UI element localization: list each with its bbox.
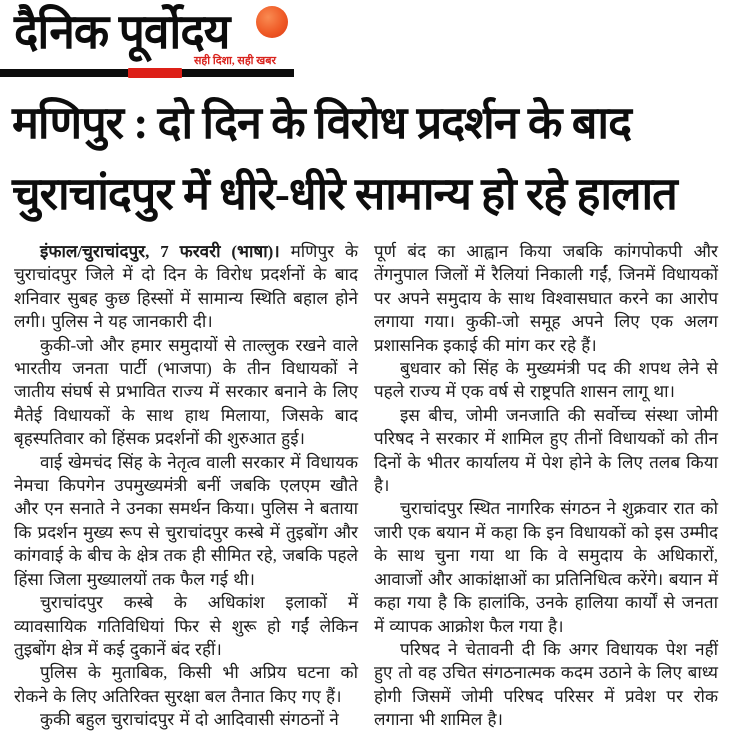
article-paragraph: कुकी बहुल चुराचांदपुर में दो आदिवासी संगठनों ने	[40, 710, 339, 730]
article-headline	[0, 80, 732, 230]
article-paragraph: बुधवार को सिंह के मुख्यमंत्री पद की शपथ लेने से पहले राज्य में एक वर्ष से राष्ट्रपति शासन लागू था।	[374, 359, 718, 402]
article-paragraph: पूर्ण बंद का आह्वान किया जबकि कांगपोकपी और तेंगनुपाल जिलों में रैलियां निकाली गईं, जिनमें विधायकों पर अपने समुदाय के साथ विश्वासघात करने का आरोप लगाया गया। कुकी-जो समूह अपने लिए एक अलग प्रशासनिक इकाई की मांग कर रहे हैं।	[374, 242, 718, 355]
masthead	[0, 0, 732, 80]
newspaper-logo: दैनिक पूर्वोदय	[14, 5, 230, 59]
masthead-tagline: सही दिशा, सही खबर	[194, 55, 277, 67]
lead-paragraph-text: मणिपुर के चुराचांदपुर जिले में दो दिन के विरोध प्रदर्शनों के बाद शनिवार सुबह कुछ हिस्सों में सामान्य स्थिति बहाल होने लगी। पुलिस ने यह जानकारी दी।	[14, 242, 358, 332]
article-paragraph: चुराचांदपुर स्थित नागरिक संगठन ने शुक्रवार रात को जारी एक बयान में कहा कि इन विधायकों को इस उम्मीद के साथ चुना गया था कि वे समुदाय के अधिकारों, आवाजों और आकांक्षाओं का प्रतिनिधित्व करेंगे। बयान में कहा गया है कि हालांकि, उनके हालिया कार्यों से जनता में व्यापक आक्रोश फैल गया है।	[374, 499, 718, 636]
article-paragraph: वाई खेमचंद सिंह के नेतृत्व वाली सरकार में विधायक नेमचा किपगेन उपमुख्यमंत्री बनीं जबकि एलएम खौते और एन सनाते ने उनका समर्थन किया। पुलिस ने बताया कि प्रदर्शन मुख्य रूप से चुराचांदपुर कस्बे में तुइबोंग और कांगवाई के बीच के क्षेत्र तक ही सीमित रहे, जबकि पहले हिंसा जिला मुख्यालयों तक फैल गई थी।	[14, 452, 358, 589]
headline-line-2: चुराचांदपुर में धीरे-धीरे सामान्य हो रहे हालात	[12, 169, 677, 219]
article-paragraph: कुकी-जो और हमार समुदायों से ताल्लुक रखने वाले भारतीय जनता पार्टी (भाजपा) के तीन विधायकों ने जातीय संघर्ष से प्रभावित राज्य में सरकार बनाने के लिए मैतेई विधायकों के साथ हाथ मिलाया, जिसके बाद बृहस्पतिवार को हिंसक प्रदर्शनों की शुरुआत हुई।	[14, 335, 358, 449]
article-paragraph: परिषद ने चेतावनी दी कि अगर विधायक पेश नहीं हुए तो वह उचित संगठनात्मक कदम उठाने के लिए बाध्य होगी जिसमें जोमी परिषद परिसर में प्रवेश पर रोक लगाना भी शामिल है।	[374, 639, 718, 730]
lead-paragraph	[14, 240, 358, 334]
article-column-left	[14, 240, 358, 732]
masthead-badge	[128, 68, 182, 78]
headline-line-1: मणिपुर : दो दिन के विरोध प्रदर्शन के बाद	[12, 98, 631, 148]
article-paragraph: चुराचांदपुर कस्बे के अधिकांश इलाकों में व्यावसायिक गतिविधियां फिर से शुरू हो गईं लेकिन तुइबोंग क्षेत्र में कई दुकानें बंद रहीं।	[14, 593, 358, 659]
article-column-right	[374, 240, 718, 732]
dateline: इंफाल/चुराचांदपुर, 7 फरवरी (भाषा)।	[40, 242, 280, 261]
article-paragraph: पुलिस के मुताबिक, किसी भी अप्रिय घटना को रोकने के लिए अतिरिक्त सुरक्षा बल तैनात किए गए हैं।	[14, 663, 358, 706]
article-paragraph: इस बीच, जोमी जनजाति की सर्वोच्च संस्था जोमी परिषद ने सरकार में शामिल हुए तीनों विधायकों को तीन दिनों के भीतर कार्यालय में पेश होने के लिए तलब किया है।	[374, 405, 718, 496]
article-body	[0, 230, 732, 732]
sun-icon	[256, 6, 288, 38]
